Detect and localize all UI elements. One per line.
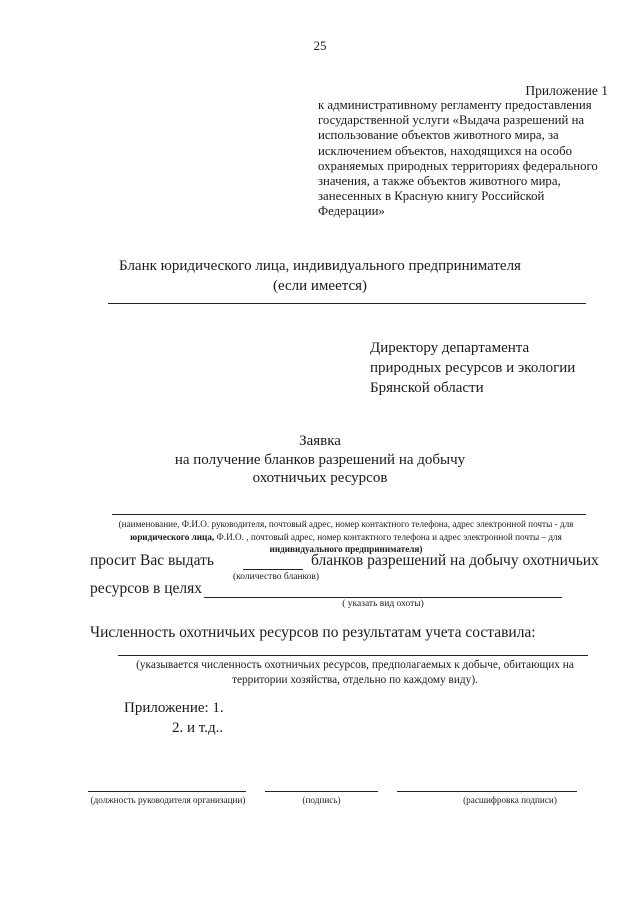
applicant-note-line: (наименование, Ф.И.О. руководителя, почтовый адрес, номер контактного телефона, адрес электронной почты - для (118, 519, 574, 529)
position-caption: (должность руководителя организации) (90, 795, 246, 805)
signature-caption: (подпись) (302, 795, 341, 805)
application-subtitle: на получение бланков разрешений на добычу (174, 451, 466, 468)
application-subtitle: охотничьих ресурсов (252, 470, 388, 486)
hunting-purpose-field[interactable] (204, 597, 562, 598)
appendix-line: к административному регламенту предоставления (318, 98, 592, 112)
addressee-block (370, 338, 575, 398)
population-field[interactable] (118, 655, 588, 656)
applicant-note (76, 518, 616, 556)
addressee-line: природных ресурсов и экологии (370, 360, 576, 376)
appendix-line: занесенных в Красную книгу Российской (318, 189, 545, 204)
applicant-line (112, 514, 586, 515)
application-heading (0, 432, 640, 488)
signature-line[interactable] (265, 791, 378, 792)
population-note-line: территории хозяйства, отдельно по каждому виду). (232, 674, 478, 686)
purpose-note: ( указать вид охоты) (342, 599, 424, 609)
appendix-line: использование объектов животного мира, за (318, 128, 559, 143)
appendix-line: охраняемых природных территориях федерального (318, 158, 598, 173)
name-decoding-line[interactable] (397, 791, 577, 792)
population-label: Численность охотничьих ресурсов по результатам учета составила: (90, 624, 536, 641)
appendix-title: Приложение 1 (525, 83, 608, 98)
position-signature-line[interactable] (88, 791, 246, 792)
request-prefix: просит Вас выдать (90, 552, 214, 569)
appendix-regulation-reference (318, 98, 608, 220)
application-title: Заявка (299, 433, 341, 449)
appendix-line: значения, а также объектов животного мира, (318, 174, 561, 189)
request-suffix: бланков разрешений на добычу охотничьих (311, 552, 599, 569)
appendix-line: исключением объектов, находящихся на особо (318, 143, 572, 158)
letterhead-caption-line: Бланк юридического лица, индивидуального предпринимателя (119, 258, 521, 274)
attachments-item: 2. и т.д.. (172, 720, 224, 736)
attachments-label: Приложение: 1. (124, 700, 224, 716)
count-note: (количество бланков) (232, 572, 320, 582)
applicant-note-bold: юридического лица, (130, 531, 215, 542)
appendix-line: государственной услуги «Выдача разрешений на (318, 113, 585, 128)
page-number: 25 (313, 38, 327, 53)
letterhead-caption-line: (если имеется) (272, 278, 368, 294)
decoding-caption: (расшифровка подписи) (463, 795, 557, 805)
letterhead-line (108, 303, 586, 304)
applicant-note-line: индивидуального предпринимателя) (269, 544, 423, 554)
addressee-line: Брянской области (370, 380, 484, 396)
applicant-note-line (76, 531, 616, 544)
addressee-line: Директору департамента (370, 340, 530, 356)
appendix-line: Федерации» (318, 204, 385, 219)
applicant-note-rest: Ф.И.О. , почтовый адрес, номер контактного телефона и адрес электронной почты – для (214, 531, 562, 542)
population-note (60, 658, 640, 688)
blank-count-field[interactable] (243, 569, 303, 570)
letterhead-caption (0, 256, 640, 296)
population-note-line: (указывается численность охотничьих ресурсов, предполагаемых к добыче, обитающих на (136, 659, 574, 671)
purpose-label: ресурсов в целях (90, 580, 202, 597)
